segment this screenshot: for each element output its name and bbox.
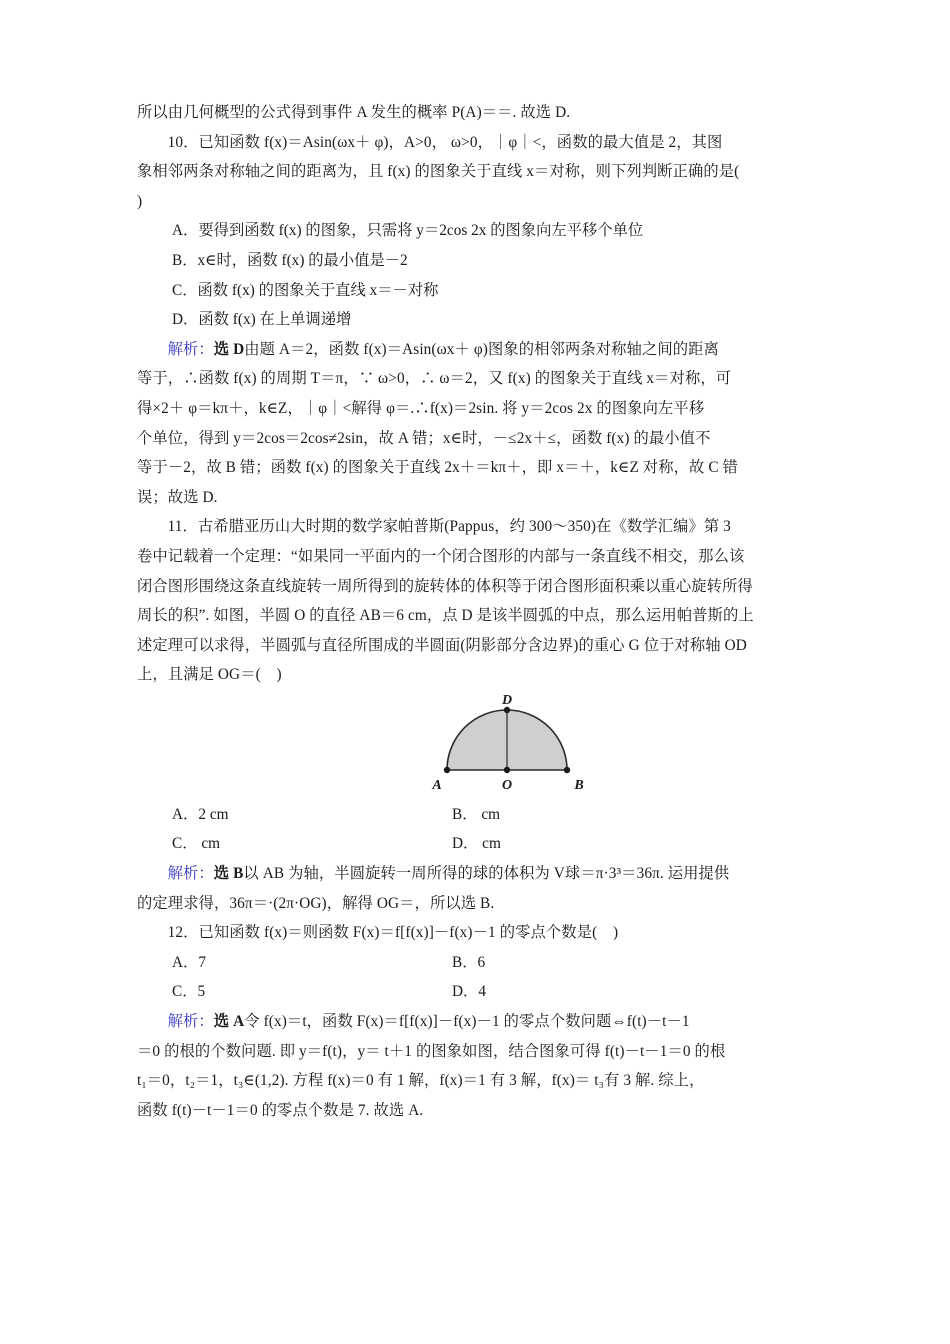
q10-stem-line-2: 象相邻两条对称轴之间的距离为，且 f(x) 的图象关于直线 x＝对称，则下列判断正确的是( <box>137 163 740 181</box>
q12-solution-choice: 选 A <box>213 1013 245 1031</box>
q11-option-b[interactable]: B． cm <box>452 805 501 823</box>
q10-solution-line-2: 等于，∴函数 f(x) 的周期 T＝π，∵ ω>0，∴ ω＝2，又 f(x) 的图象关于直线 x＝对称，可 <box>137 370 732 388</box>
q12-solution-line-2: ＝0 的根的个数问题. 即 y＝f(t)，y＝ t＋1 的图象如图，结合图象可得 f(t)－t－1＝0 的根 <box>137 1042 726 1060</box>
q11-solution-first-line <box>137 859 815 889</box>
q10-option-b[interactable]: B．x∈时，函数 f(x) 的最小值是－2 <box>172 251 408 269</box>
q12-solution-first-line <box>137 1007 815 1037</box>
q11-solution-label: 解析： <box>167 865 214 883</box>
q10-solution-text-1: 由题 A＝2，函数 f(x)＝Asin(ωx＋ φ)图象的相邻两条对称轴之间的距离 <box>244 340 719 358</box>
point-a-dot <box>444 767 450 773</box>
semicircle-figure <box>137 692 815 800</box>
q11-option-c[interactable]: C． cm <box>172 835 221 853</box>
q11-options-row-2 <box>137 829 815 859</box>
q12-option-d[interactable]: D．4 <box>452 983 486 1001</box>
q11-stem-line-3: 闭合图形围绕这条直线旋转一周所得到的旋转体的体积等于闭合图形面积乘以重心旋转所得 <box>137 577 753 595</box>
q12-option-b[interactable]: B．6 <box>452 953 486 971</box>
q10-option-a[interactable]: A．要得到函数 f(x) 的图象，只需将 y＝2cos 2x 的图象向左平移个单位 <box>172 222 644 240</box>
q10-option-d[interactable]: D．函数 f(x) 在上单调递增 <box>172 311 352 329</box>
q11-stem-line-4: 周长的积”. 如图，半圆 O 的直径 AB＝6 cm，点 D 是该半圆弧的中点，那么运用帕普斯的上 <box>137 607 754 625</box>
q10-solution-line-5: 等于－2，故 B 错；函数 f(x) 的图象关于直线 2x＋＝kπ＋，即 x＝＋，k∈Z 对称，故 C 错 <box>137 459 738 477</box>
q12-options-row-1 <box>137 948 815 978</box>
q10-stem-line-1: 10．已知函数 f(x)＝Asin(ωx＋ φ)，A>0， ω>0，｜φ｜<，函数的最大值是 2，其图 <box>167 133 723 151</box>
q11-stem-line-2: 卷中记载着一个定理：“如果同一平面内的一个闭合图形的内部与一条直线不相交，那么该 <box>137 547 745 565</box>
q10-solution-line-3: 得×2＋ φ＝kπ＋，k∈Z，｜φ｜<解得 φ＝.∴f(x)＝2sin. 将 y＝2cos 2x 的图象向左平移 <box>137 399 705 417</box>
label-d: D <box>501 692 513 708</box>
q10-solution-first-line <box>137 335 815 365</box>
q10-stem-line-3: ) <box>137 192 143 210</box>
document-page <box>137 98 815 1125</box>
q10-option-c[interactable]: C．函数 f(x) 的图象关于直线 x＝－对称 <box>172 281 439 299</box>
q9-tail-line: 所以由几何概型的公式得到事件 A 发生的概率 P(A)＝＝. 故选 D. <box>137 104 571 121</box>
label-o: O <box>501 777 513 793</box>
label-a: A <box>432 777 442 793</box>
q12-stem-line-1: 12．已知函数 f(x)＝则函数 F(x)＝f[f(x)]－f(x)－1 的零点个数是( ) <box>167 924 619 942</box>
q12-option-a[interactable]: A．7 <box>172 953 206 971</box>
q11-option-d[interactable]: D． cm <box>452 835 501 853</box>
q11-options-row-1 <box>137 800 815 830</box>
q11-option-a[interactable]: A．2 cm <box>172 805 229 823</box>
q11-solution-line-2: 的定理求得，36π＝·(2π·OG)，解得 OG＝，所以选 B. <box>137 894 495 912</box>
point-b-dot <box>564 767 570 773</box>
q10-solution-label: 解析： <box>167 340 214 358</box>
label-b: B <box>574 777 584 793</box>
q11-solution-choice: 选 B <box>213 865 244 883</box>
q12-solution-line-4: 函数 f(t)－t－1＝0 的零点个数是 7. 故选 A. <box>137 1101 424 1119</box>
q10-solution-line-4: 个单位，得到 y＝2cos＝2cos≠2sin，故 A 错；x∈时，－≤2x＋≤，函数 f(x) 的最小值不 <box>137 429 711 447</box>
q12-options-row-2 <box>137 977 815 1007</box>
semicircle-diagram <box>427 692 587 797</box>
q12-option-c[interactable]: C．5 <box>172 983 206 1001</box>
q11-stem-line-5: 述定理可以求得，半圆弧与直径所围成的半圆面(阴影部分含边界)的重心 G 位于对称轴 OD <box>137 636 747 654</box>
q11-stem-line-6: 上，且满足 OG＝( ) <box>137 666 282 684</box>
q12-solution-label: 解析： <box>167 1013 214 1031</box>
q12-solution-line-3: t₁＝0，t₂＝1，t₃∈(1,2). 方程 f(x)＝0 有 1 解，f(x)＝1 有 3 解，f(x)＝ t₃有 3 解. 综上， <box>137 1072 705 1090</box>
q11-solution-text-1: 以 AB 为轴，半圆旋转一周所得的球的体积为 V球＝π·3³＝36π. 运用提供 <box>243 865 730 883</box>
q10-solution-line-6: 误；故选 D. <box>137 488 218 506</box>
q12-solution-text-1: 令 f(x)＝t，函数 F(x)＝f[f(x)]－f(x)－1 的零点个数问题⇔f(t)－t－1 <box>244 1013 690 1031</box>
point-o-dot <box>504 767 510 773</box>
q11-stem-line-1: 11．古希腊亚历山大时期的数学家帕普斯(Pappus，约 300～350)在《数学汇编》第 3 <box>167 518 731 536</box>
q10-solution-choice: 选 D <box>213 340 245 358</box>
